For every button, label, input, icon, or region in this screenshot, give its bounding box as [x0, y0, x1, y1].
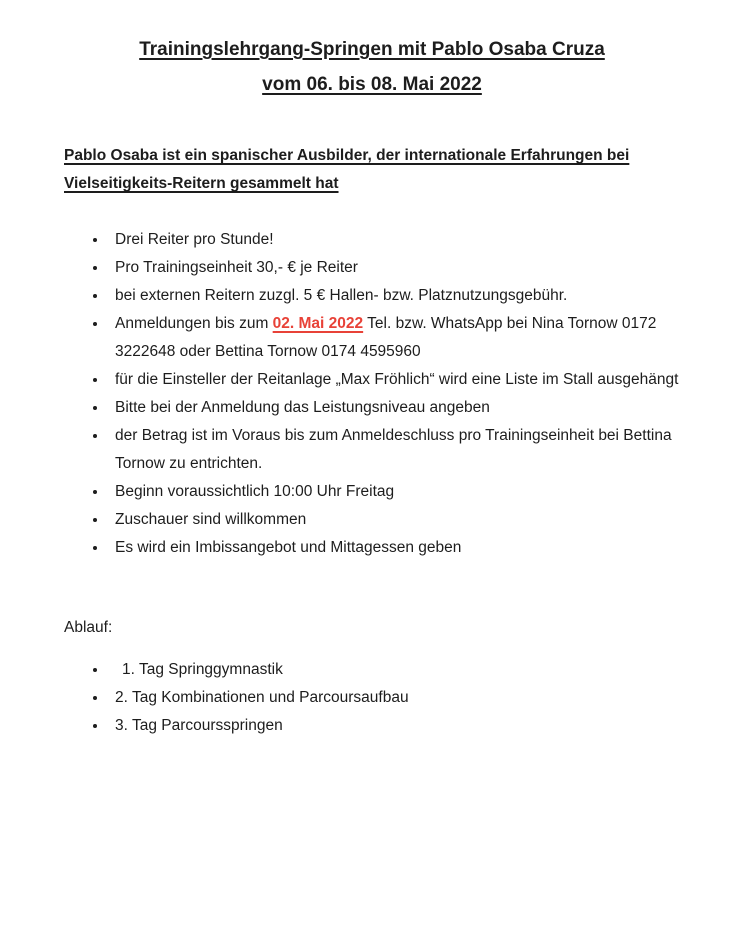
list-item-text: Anmeldungen bis zum — [115, 315, 273, 332]
list-item-text: Pro Trainingseinheit 30,- € je Reiter — [115, 259, 358, 276]
list-item — [108, 282, 680, 310]
list-item — [108, 394, 680, 422]
list-item-text: bei externen Reitern zuzgl. 5 € Hallen- bzw. Platznutzungsgebühr. — [115, 287, 568, 304]
list-item-text: 3. Tag Parcoursspringen — [115, 717, 283, 734]
info-list — [64, 226, 680, 562]
schedule-list — [64, 656, 680, 740]
list-item-text: Es wird ein Imbissangebot und Mittagessen geben — [115, 539, 462, 556]
list-item — [108, 254, 680, 282]
title-line-2: vom 06. bis 08. Mai 2022 — [262, 74, 482, 95]
list-item-text: für die Einsteller der Reitanlage „Max Fröhlich“ wird eine Liste im Stall ausgehängt — [115, 371, 679, 388]
list-item — [108, 506, 680, 534]
list-item — [108, 310, 680, 366]
title-line-1: Trainingslehrgang-Springen mit Pablo Osaba Cruza — [139, 39, 605, 60]
list-item-text: 2. Tag Kombinationen und Parcoursaufbau — [115, 689, 409, 706]
list-item — [108, 422, 680, 478]
list-item-text: Tel. bzw. WhatsApp bei Nina Tornow 0172 3222648 oder Bettina Tornow 0174 4595960 — [115, 315, 657, 360]
list-item-text: Zuschauer sind willkommen — [115, 511, 307, 528]
list-item — [108, 478, 680, 506]
list-item — [108, 366, 680, 394]
list-item — [108, 534, 680, 562]
list-item — [108, 712, 680, 740]
list-item-text: Drei Reiter pro Stunde! — [115, 231, 274, 248]
list-item — [108, 226, 680, 254]
list-item-text: Bitte bei der Anmeldung das Leistungsniveau angeben — [115, 399, 490, 416]
list-item-text: der Betrag ist im Voraus bis zum Anmeldeschluss pro Trainingseinheit bei Bettina Tornow zu entrichten. — [115, 427, 672, 472]
list-item-text: Beginn voraussichtlich 10:00 Uhr Freitag — [115, 483, 395, 500]
highlighted-date: 02. Mai 2022 — [272, 315, 364, 332]
document-subtitle: Pablo Osaba ist ein spanischer Ausbilder, der internationale Erfahrungen bei Vielseitigkeits-Reitern gesammelt hat — [64, 147, 630, 192]
list-item-text: 1. Tag Springgymnastik — [122, 661, 283, 678]
list-item — [108, 684, 680, 712]
document-title — [64, 32, 680, 102]
list-item — [108, 656, 680, 684]
section-heading-ablauf: Ablauf: — [64, 619, 113, 636]
